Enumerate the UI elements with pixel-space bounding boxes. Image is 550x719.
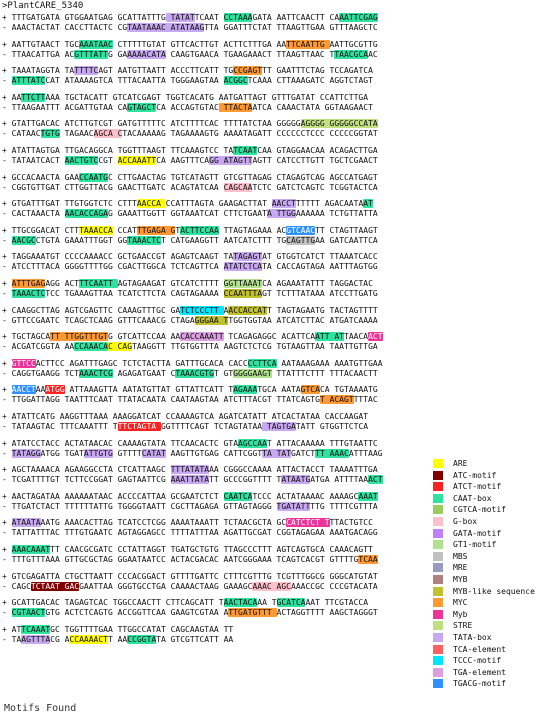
legend-swatch bbox=[433, 575, 443, 584]
legend-label: TCA-element bbox=[453, 644, 506, 654]
legend-swatch bbox=[433, 563, 443, 572]
reverse-strand-line: - TAAACTCTCC TGAAAGTTAA TCATCTTCTA CAGTAGAAAA CCAATTTAGT TCTTTATAAA ATCCTTGATG bbox=[2, 289, 378, 298]
reverse-strand-line: - CATAACTGTG TAGAACAGCA CTACAAAAAG TAGAAAAGTG AAAATAGATT CCCCCCTCCC CCCCCGGTAT bbox=[2, 129, 378, 139]
legend-item bbox=[433, 644, 548, 655]
motif-highlight: AGCCAA bbox=[238, 438, 267, 448]
motif-highlight: AGTTTA bbox=[21, 634, 51, 644]
legend-swatch bbox=[433, 668, 443, 677]
motif-highlight: AACTGTC bbox=[64, 156, 99, 165]
legend-swatch bbox=[433, 633, 443, 642]
motif-highlight: ATTTATC bbox=[11, 76, 46, 86]
forward-strand-line: + GCATTGACAC TAGAGTCAC TGGCCAACTT CTTCAGCATT TAACTACAAA TGCATCAAAT TTCGTACCA bbox=[2, 598, 369, 608]
legend-swatch bbox=[433, 645, 443, 654]
reverse-strand-line: - AAACTACTAT CACCTTACTC CGTAATAAAC ATATAAGTTA GGATTTCTAT TTAAGTTGAA GTTTAAGCTC bbox=[2, 23, 378, 32]
legend-swatch bbox=[433, 471, 443, 480]
motif-highlight: AACCT bbox=[11, 385, 36, 395]
motif-highlight: AAACTCG bbox=[79, 368, 113, 378]
motif-highlight: CAATCA bbox=[223, 491, 253, 501]
motif-highlight: CATAT bbox=[141, 448, 166, 458]
forward-strand-line: + CAAGGCTTAG AGTCGAGTTC CAAAGTTTGC GATCTCCCTT AACCACCATT TAGTAGAATG TACTAGTTTT bbox=[2, 305, 378, 315]
reverse-strand-line: - CGTAACTGTG ACTCTCAGTG ACCGGTTCAA GAAGTCGTAA ATTGATGTTT ACTAGGTTTT AAGCTAGGGT bbox=[2, 608, 378, 618]
legend-swatch bbox=[433, 540, 443, 549]
motif-highlight: TTCTT bbox=[21, 92, 46, 102]
forward-strand-line: + GTCGAGATTA CTGCTTAATT CCCACGGACT GTTTTGATTC CTTTCGTTTG TCGTTTGGCG GGGCATGTAT bbox=[2, 571, 378, 581]
legend-item bbox=[433, 586, 548, 597]
legend-swatch bbox=[433, 552, 443, 561]
reverse-strand-line: - TATAAGTAC TTTCAAATTT TTTCTAGTA GGTTTTCAGT TCTAGTATAA TAGTGATATT GTGGTTCTCA bbox=[2, 422, 369, 431]
forward-strand-line: + ATAATAAATG AAACACTTAG TCATCCTCGG AAAATAAATT TCTAACGCTA GCCATCTCT TTTACTGTCC bbox=[2, 518, 373, 528]
legend-label: TCCC-motif bbox=[453, 656, 502, 666]
motif-highlight: AT bbox=[363, 199, 373, 209]
legend-label: CAAT-box bbox=[453, 493, 492, 503]
legend-item bbox=[433, 516, 548, 527]
reverse-strand-line: - CACTAAACTA AACACCAGAG GAAATTGGTT GGTAAATCAT CTTCTGAATA TTGGAAAAAA TCTGTTATTA bbox=[2, 209, 378, 219]
reverse-strand-line: - TATTATTTAC TTTGTGAATC AGTAGGAGCC TTTTATTTAA AGATTGCGAT CGGTAGAGAA AAATGACAGG bbox=[2, 528, 378, 538]
motif-highlight: TCTAAT GAC bbox=[30, 581, 80, 591]
motif-highlight: CCTTCA bbox=[247, 358, 277, 368]
legend-swatch bbox=[433, 459, 443, 468]
motif-highlight: AGGGG GGGGGCCATA bbox=[300, 119, 378, 129]
reverse-strand-line: - TTGATCTACT TTTTTTATTG TGGGGTAATT CGCTTAGAGA GTTAGTAGGG TGATATTTTG TTTTCGTTTA bbox=[2, 501, 378, 511]
legend-label: CGTCA-motif bbox=[453, 505, 506, 515]
motif-highlight: TGTG bbox=[40, 129, 60, 139]
motif-highlight: C CAG bbox=[107, 342, 133, 352]
motif-highlight: ATGG bbox=[45, 385, 65, 395]
motif-highlight: AGAAA bbox=[233, 385, 258, 395]
motif-highlight: TTGAGA G bbox=[136, 225, 176, 235]
motif-highlight: CCAAAACT bbox=[69, 634, 108, 644]
motif-highlight: A TTGG bbox=[266, 209, 296, 219]
motif-highlight: CCTAAA bbox=[223, 13, 253, 22]
motif-highlight: GGGAA T bbox=[194, 315, 229, 325]
forward-strand-line: + ATATTCATG AAGGTTTAAA AAAGGATCAT CCAAAAGTCA AGATCATATT ATCACTATAA CACCAAGAT bbox=[2, 412, 369, 421]
motif-highlight: TCAAT bbox=[233, 146, 258, 155]
legend-label: STRE bbox=[453, 621, 473, 631]
legend-swatch bbox=[433, 517, 443, 526]
legend-label: ATC-motif bbox=[453, 470, 497, 480]
motif-highlight: ACCACCAT bbox=[228, 305, 267, 315]
legend-item bbox=[433, 562, 548, 573]
reverse-strand-line: - TTGGATTAGG TAATTTCAAT TTATACAATA CAATAAGTAA ATCTTTACGT TTATCAGTGT ACAGTTTTAC bbox=[2, 395, 378, 405]
motif-highlight: TAGTGA bbox=[262, 422, 296, 431]
motif-highlight: TATAT bbox=[165, 13, 195, 22]
reverse-strand-line: - TTAAGAATTT ACGATTGTAA CAGTAGCTCA ACCAGTGTAC TTACTAATCA CAAACTATA GGTAAGAACT bbox=[2, 102, 373, 112]
legend-item bbox=[433, 667, 548, 678]
legend-item bbox=[433, 655, 548, 666]
legend-swatch bbox=[433, 598, 443, 607]
motif-highlight: TAATAAAC ATATAAG bbox=[127, 23, 205, 32]
motif-highlight: ACGGC bbox=[223, 76, 248, 86]
reverse-strand-line: - TCGATTTTGT TCTTCCGGAT GAGTAATTCG AAATTATATT GCCCGGTTTT TATAATGATGA ATTTTAAACT bbox=[2, 475, 383, 485]
motif-highlight: AACGC bbox=[11, 235, 36, 245]
motif-highlight: TATAGG bbox=[11, 448, 41, 458]
motif-highlight: GCATCA bbox=[276, 598, 306, 608]
legend-item bbox=[433, 551, 548, 562]
legend-item bbox=[433, 620, 548, 631]
motif-highlight: CCAATG bbox=[79, 172, 108, 182]
reverse-strand-line: - ATCCTTTACA GGGGTTTTGG CGACTTGGCA TCTCAGTTCA ATATCTCATA CACCAGTAGA AATTTAGTGG bbox=[2, 262, 378, 272]
motif-highlight: AACTACA bbox=[223, 598, 258, 608]
motif-highlight: TCTCCCTT bbox=[180, 305, 224, 315]
forward-strand-line: + AATTGTAACT TGCAAATAAC CTTTTTGTAT GTTCACTTGT ACTTCTTTGA AATTCAATTG AATTGCGTTG bbox=[2, 39, 378, 49]
motif-highlight: TT TTGGTTTGT bbox=[50, 332, 108, 342]
motif-highlight: AAAACATA bbox=[127, 49, 166, 59]
motif-highlight: TAGAGT bbox=[233, 252, 263, 262]
motif-highlight: ATT AT bbox=[315, 332, 344, 342]
motif-highlight: TTGATGTTT bbox=[228, 608, 277, 618]
legend-label: MYC bbox=[453, 598, 468, 608]
motif-highlight: CCAAACA bbox=[74, 342, 108, 352]
forward-strand-line: + AACTAGATAA AAAAAATAAC ACCCCATTAA GCGAATCTCT CAATCATCCC ACTATAAAAC AAAAGCAAAT bbox=[2, 491, 378, 501]
motif-highlight: TGATATT bbox=[276, 501, 311, 511]
motif-highlight: AATTCGAG bbox=[339, 13, 378, 22]
reverse-strand-line: - TTAACATTGA ACGTTTATTG GAAAAACATA CAAGTGAACA TGAAGAAACT TTAAGTTAAC TTAACGCAAC bbox=[2, 49, 378, 59]
legend-label: MRE bbox=[453, 563, 468, 573]
motif-highlight: ATAATA bbox=[11, 518, 41, 528]
forward-strand-line: + TTGCGGACAT CTTTAAACCA CCATTTGAGA GTACTTCCAA TTAGTAGAAA ACGTCAACTT CTAGTTAAGT bbox=[2, 225, 378, 235]
legend-item bbox=[433, 597, 548, 608]
legend-label: MYB bbox=[453, 575, 468, 584]
reverse-strand-line: - CGGTGTTGAT CTTGGTTACG GAACTTGATC ACAGTATCAA CAGCAATCTC GATCTCAGTC TCGGTACTCA bbox=[2, 182, 378, 192]
motif-highlight: ATTGTG bbox=[83, 448, 113, 458]
motif-highlight: TTCAATT bbox=[79, 279, 118, 288]
motif-highlight: ATAATG bbox=[281, 475, 311, 485]
reverse-strand-line: - TATAATCACT AACTGTCCGT ACCAAATTCA AAGTTTCAGG ATAGTTAGTT CATCCTTGTT TGCTCGAACT bbox=[2, 156, 378, 165]
legend-swatch bbox=[433, 529, 443, 538]
legend-label: ARE bbox=[453, 459, 468, 468]
legend-swatch bbox=[433, 482, 443, 491]
forward-strand-line: + ATTTGAGAGG ACTTTCAATT AGTAGAAGAT GTCATCTTTT GGTTAAATCA AGAAATATTT TAGGACTAC bbox=[2, 279, 373, 288]
motif-highlight: TCAA bbox=[358, 555, 378, 564]
motif-highlight: CCAATTTA bbox=[223, 289, 263, 298]
legend-label: ATCT-motif bbox=[453, 482, 502, 492]
motif-highlight: TTCAATTG bbox=[286, 39, 330, 49]
legend-swatch bbox=[433, 621, 443, 630]
reverse-strand-line: - TATAGGATGG TGATATTGTG GTTTTCATAT AAGTTGTGAG CATTCGGTTA TATGATCTTT AAACATTTAAG bbox=[2, 448, 383, 458]
forward-strand-line: + AACCTAAATGG ATTAAAGTTA AATATGTTAT GTTATTCATT TAGAAATGCA AATAGTCACA TGTAAAATG bbox=[2, 385, 378, 395]
motif-highlight: AAACAAAT bbox=[11, 545, 51, 554]
motif-highlight: GTCA bbox=[300, 385, 320, 395]
motif-highlight: TTCTAGTA bbox=[117, 422, 161, 431]
motif-highlight: GTTTATT bbox=[74, 49, 108, 59]
legend-label: G-box bbox=[453, 517, 478, 526]
motifs-found-label: Motifs Found bbox=[4, 703, 77, 714]
motif-highlight: TT AAAC bbox=[315, 448, 349, 458]
motif-highlight: TTACTA bbox=[218, 102, 253, 112]
legend-swatch bbox=[433, 610, 443, 619]
motif-highlight: TAAACGTG bbox=[175, 368, 214, 378]
reverse-strand-line: - GTTCCGAATC TCAGCTCAAG GTTTCAAACG CTAGAGGGAA TTGGTGGTAA ATCATCTTAC ATGATCAAAA bbox=[2, 315, 378, 325]
motif-highlight: ATATCTCA bbox=[223, 262, 263, 272]
forward-strand-line: + TTTGATGATA GTGGAATGAG GCATTATTTG TATATTCAAT CCTAAAGATA AATTCAACTT CAAATTCGAG bbox=[2, 13, 378, 22]
motif-highlight: CCGAGT bbox=[233, 66, 263, 76]
legend-label: TGACG-motif bbox=[453, 679, 506, 689]
motif-highlight: T ACAGT bbox=[319, 395, 354, 405]
reverse-strand-line: - TAAGTTTACG ACCAAAACTT AACCGGTATA GTCGTTCATT AA bbox=[2, 634, 234, 644]
motif-highlight: AACACCAGA bbox=[64, 209, 108, 219]
legend-label: TGA-element bbox=[453, 667, 506, 677]
motif-highlight: ACT bbox=[368, 332, 383, 342]
forward-strand-line: + AAACAAATTT CAACGCGATC CCTATTAGGT TGATGCTGTG TTAGCCCTTT AGTCAGTGCA CAAACAGTT bbox=[2, 545, 373, 554]
forward-strand-line: + ATATCCTACC ACTATAACAC CAAAAGTATA TTCAACACTC GTAAGCCAAT ATTACAAAAA TTTGTAATTC bbox=[2, 438, 378, 448]
motif-highlight: ACCAAATT bbox=[117, 156, 157, 165]
forward-strand-line: + TAAATAGGTA TATTTTCAGT AATGTTAATT ACCCTTCATT TGCCGAGTTT GAATTTCTAG TCCAGATCA bbox=[2, 66, 373, 76]
motif-highlight: AAATAAC bbox=[79, 39, 113, 49]
legend-item bbox=[433, 470, 548, 481]
legend-item bbox=[433, 481, 548, 492]
legend-label: MBS bbox=[453, 551, 468, 561]
legend-label: TATA-box bbox=[453, 633, 492, 642]
legend-label: GT1-motif bbox=[453, 540, 497, 550]
motif-highlight: TA TAT bbox=[262, 448, 292, 458]
motif-highlight: GGTTAAAT bbox=[223, 279, 263, 288]
legend-item bbox=[433, 493, 548, 504]
motif-highlight: ATTTGAG bbox=[11, 279, 46, 288]
legend-item bbox=[433, 574, 548, 585]
legend-swatch bbox=[433, 679, 443, 688]
motif-highlight: GTCAAC bbox=[286, 225, 316, 235]
legend-item bbox=[433, 632, 548, 643]
motif-highlight: CAGCAA bbox=[223, 182, 253, 192]
motif-highlight: AAAT bbox=[358, 491, 378, 501]
motif-highlight: CATCTCT T bbox=[286, 518, 330, 528]
motif-highlight: AACCA bbox=[136, 199, 166, 209]
legend-item bbox=[433, 678, 548, 689]
forward-strand-line: + TAGGAAATGT CCCCAAAACC GCTGAACCGT AGAGTCAAGT TATAGAGTAT GTGGTCATCT TTAAATCACC bbox=[2, 252, 378, 262]
motif-highlight: AGCA C bbox=[93, 129, 123, 139]
motif-highlight: TAAACTC bbox=[11, 289, 46, 298]
reverse-strand-line: - AACGCCTGTA GAAATTTGGT GGTAAACTCT CATGAAGGTT AATCATCTTT TGCAGTTGAA GATCAATTCA bbox=[2, 235, 378, 245]
legend-item bbox=[433, 539, 548, 550]
legend-swatch bbox=[433, 505, 443, 514]
forward-strand-line: + TGCTAGCATT TTGGTTTGTG GTCATTCCAA AACACCAAATT TCAGAGAGGC ACATTCAATT ATTAACAACT bbox=[2, 332, 383, 342]
forward-strand-line: + ATATTAGTGA TTGACAGGCA TGGTTTAAGT TTCAAAGTCC TATCAATCAA GTAGGAACAA ACAGACTTGA bbox=[2, 146, 378, 155]
motif-highlight: GTTCC bbox=[11, 358, 36, 368]
reverse-strand-line: - CAGCTCTAAT GACGAATTAA GGGTGCCTGA CAAAACTAAG GAAAGCAAAC AGCAAACCGC CCCGTACATA bbox=[2, 581, 378, 591]
legend-label: MYB-like sequence bbox=[453, 586, 535, 596]
motif-highlight: ACTTCCAA bbox=[180, 225, 219, 235]
motif-highlight: AAAC AGC bbox=[252, 581, 291, 591]
reverse-strand-line: - CAGGTGAAGG TCTAAACTCG AGAGATGAAT CTAAACGTGT GTGGGGAAGT TTATTTCTTT TTTACAACTT bbox=[2, 368, 378, 378]
legend-label: GATA-motif bbox=[453, 528, 502, 538]
motif-highlight: AAATTATA bbox=[170, 475, 210, 485]
legend-label: Myb bbox=[453, 609, 468, 619]
legend-swatch bbox=[433, 656, 443, 665]
motif-highlight: GG ATAGTT bbox=[209, 156, 253, 165]
forward-strand-line: + ATTCAAATGC TGGTTTTGAA TTGGCCATAT CAGCAAGTAA TT bbox=[2, 624, 234, 634]
legend-swatch bbox=[433, 494, 443, 503]
reverse-strand-line: - ATTTATCCAT ATAAAAGTCA TTTACAATTA TGGGAAGTAA ACGGCTCAAA CTTAAAGATC AGGTCTAGT bbox=[2, 76, 373, 86]
forward-strand-line: + AGCTAAAACA AGAAGGCCTA CTCATTAAGC TTTATATAAA CGGGCCAAAA ATTACTACCT TAAAATTTGA bbox=[2, 465, 378, 475]
motif-highlight: GGGGAAGT bbox=[233, 368, 272, 378]
motif-highlight: CCGGTA bbox=[127, 634, 157, 644]
reverse-strand-line: - TTTGTTTAAA GTTGCGCTAG GGAATAATCC ACTACGACAC AATCGGGAAA TCAGTCACGT GTTTTGTCAA bbox=[2, 555, 378, 564]
motif-highlight: TAAACCA bbox=[79, 225, 113, 235]
forward-strand-line: + AATTCTTAAA TGCTACATT GTCATCGAGT TGGTCACATG AATGATTAGT GTTTGATAT CCATTCTTGA bbox=[2, 92, 369, 102]
forward-strand-line: + GTATTGACAC ATCTTGTCGT GATGTTTTTC ATCTTTTCAC TTTTATCTAA GGGGGAGGGG GGGGGCCATA bbox=[2, 119, 378, 129]
motif-highlight: GTAGCT bbox=[127, 102, 157, 112]
legend-item bbox=[433, 528, 548, 539]
motif-highlight: CACCAAATT bbox=[180, 332, 224, 342]
forward-strand-line: + GCCACAACTA GAACCAATGC CTTGAACTAG TGTCATAGTT GTCGTTAGAG CTAGAGTCAG AGCCATGAGT bbox=[2, 172, 378, 182]
motif-highlight: TAACGCA bbox=[334, 49, 369, 59]
motif-highlight: TAAACTC bbox=[127, 235, 161, 245]
legend-item bbox=[433, 609, 548, 620]
motif-highlight: TTTATATA bbox=[170, 465, 210, 475]
motif-highlight: TCAAAT bbox=[21, 624, 51, 634]
legend-item bbox=[433, 504, 548, 515]
forward-strand-line: + GTGATTTGAT TTGTGGTCTC CTTTAACCA CCATTTAGTA GAAGACTTAT AACCTTTTTT AGACAATAAT bbox=[2, 199, 373, 209]
reverse-strand-line: - ACGATCGGTA AACCAAACAC CAGTAAGGTT TTGTGGTTTA AAGTCTCTCG TGTAAGTTAA TAATTGTTGA bbox=[2, 342, 378, 352]
legend-swatch bbox=[433, 587, 443, 596]
motif-highlight: TTTTC bbox=[74, 66, 99, 76]
forward-strand-line: + GTTCCACTTCC AGATTTGAGC TCTCTACTTA GATTTGCACA CACCCCTTCA AATAAAGAAA AAATGTTGAA bbox=[2, 358, 383, 368]
motif-highlight: CAGTTG bbox=[286, 235, 316, 245]
motif-highlight: CGTAACT bbox=[11, 608, 46, 618]
motif-highlight: AACCT bbox=[271, 199, 296, 209]
legend-item bbox=[433, 458, 548, 469]
motif-highlight: ACT bbox=[368, 475, 383, 485]
sequence-header: >PlantCARE_5340 bbox=[2, 1, 84, 11]
